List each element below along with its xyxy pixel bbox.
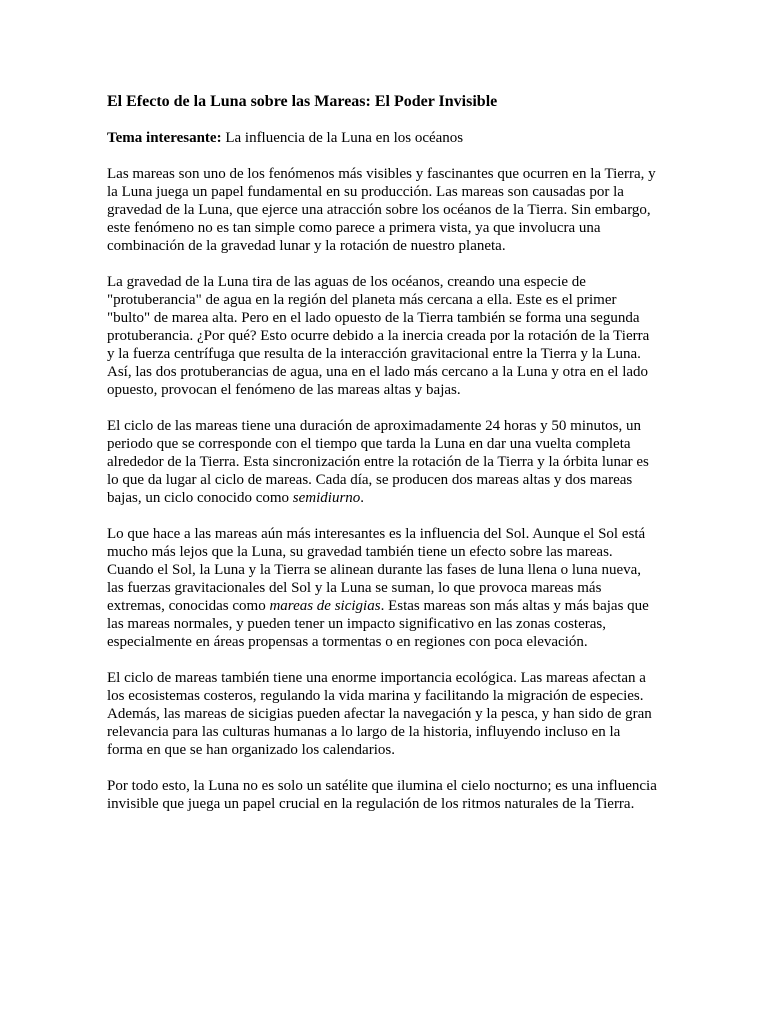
paragraph-4-emphasis: mareas de sicigias [269,598,381,614]
paragraph-3-text-a: El ciclo de las mareas tiene una duración de aproximadamente 24 horas y 50 minutos, un periodo que se corresponde con el tiempo que tarda la Luna en dar una vuelta completa alrededor de la Tierra. Esta sincronización entre la rotación de la Tierra y la órbita lunar es lo que da lugar al ciclo de mareas. Cada día, se producen dos mareas altas y dos mareas bajas, un ciclo conocido como [107,418,649,506]
paragraph-6: Por todo esto, la Luna no es solo un satélite que ilumina el cielo nocturno; es una influencia invisible que juega un papel crucial en la regulación de los ritmos naturales de la Tierra. [107,778,657,812]
paragraph-4-text-b: . Estas mareas son más altas y más bajas que las mareas normales, y pueden tener un impacto significativo en las zonas costeras, especialmente en áreas propensas a tormentas o en regiones con poca elevación. [107,598,649,650]
paragraph-3-text-b: . [360,490,365,506]
paragraph-4 [107,525,659,651]
document-title: El Efecto de la Luna sobre las Mareas: El Poder Invisible [107,93,498,110]
paragraph-3-emphasis: semidiurno [292,490,361,506]
paragraph-3 [107,417,659,507]
topic-label: Tema interesante: [107,130,222,146]
document-page [107,92,659,831]
topic-text: La influencia de la Luna en los océanos [221,130,464,146]
topic-line [107,129,659,147]
paragraph-1: Las mareas son uno de los fenómenos más visibles y fascinantes que ocurren en la Tierra, y la Luna juega un papel fundamental en su producción. Las mareas son causadas por la gravedad de la Luna, que ejerce una atracción sobre los océanos de la Tierra. Sin embargo, este fenómeno no es tan simple como parece a primera vista, ya que involucra una combinación de la gravedad lunar y la rotación de nuestro planeta. [107,166,656,254]
paragraph-4-text-a: Lo que hace a las mareas aún más interesantes es la influencia del Sol. Aunque el Sol está mucho más lejos que la Luna, su gravedad también tiene un efecto sobre las mareas. Cuando el Sol, la Luna y la Tierra se alinean durante las fases de luna llena o luna nueva, las fuerzas gravitacionales del Sol y la Luna se suman, lo que provoca mareas más extremas, conocidas como [107,526,646,614]
paragraph-5: El ciclo de mareas también tiene una enorme importancia ecológica. Las mareas afectan a los ecosistemas costeros, regulando la vida marina y facilitando la migración de especies. Además, las mareas de sicigias pueden afectar la navegación y la pesca, y han sido de gran relevancia para las culturas humanas a lo largo de la historia, influyendo incluso en la forma en que se han organizado los calendarios. [107,670,652,758]
paragraph-2: La gravedad de la Luna tira de las aguas de los océanos, creando una especie de "protuberancia" de agua en la región del planeta más cercana a ella. Este es el primer "bulto" de marea alta. Pero en el lado opuesto de la Tierra también se forma una segunda protuberancia. ¿Por qué? Esto ocurre debido a la inercia creada por la rotación de la Tierra y la fuerza centrífuga que resulta de la interacción gravitacional entre la Tierra y la Luna. Así, las dos protuberancias de agua, una en el lado más cercano a la Luna y otra en el lado opuesto, provocan el fenómeno de las mareas altas y bajas. [107,274,650,398]
